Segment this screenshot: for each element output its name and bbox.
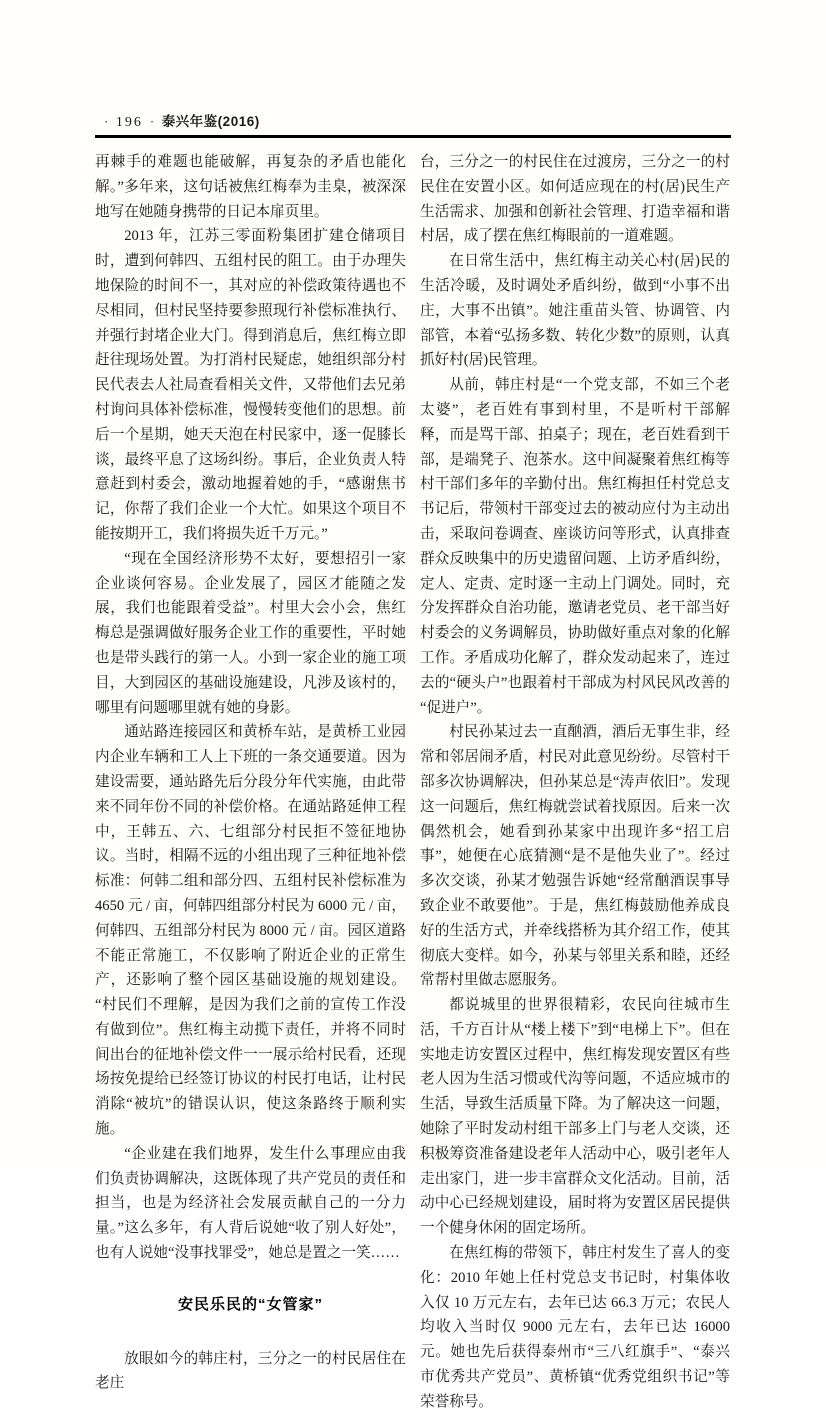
- header-rule: [95, 135, 731, 138]
- paragraph: “企业建在我们地界，发生什么事理应由我们负责协调解决，这既体现了共产党员的责任和担当，也是为经济社会发展贡献自己的一分力量。”这么多年，有人背后说她“收了别人好处”，也有人说她“没事找罪受”，她总是置之一笑……: [95, 1145, 406, 1262]
- left-column: [95, 150, 406, 1396]
- running-head: [97, 112, 731, 133]
- paragraph: “现在全国经济形势不太好，要想招引一家企业谈何容易。企业发展了，园区才能随之发展，我们也能跟着受益”。村里大会小会，焦红梅总是强调做好服务企业工作的重要性，平时她也是带头践行的第一人。小到一家企业的施工项目，大到园区的基础设施建设，凡涉及该村的，哪里有问题哪里就有她的身影。: [95, 550, 406, 716]
- header-dot-right: ·: [149, 114, 155, 129]
- paragraph: 村民孙某过去一直酗酒，酒后无事生非，经常和邻居闹矛盾，村民对此意见纷纷。尽管村干部多次协调解决，但孙某总是“涛声依旧”。发现这一问题后，焦红梅就尝试着找原因。后来一次偶然机会，她看到孙某家中出现许多“招工启事”，她便在心底猜测“是不是他失业了”。经过多次交谈，孙某才勉强告诉她“经常酗酒误事导致企业不敢要他”。于是，焦红梅鼓励他养成良好的生活方式，并牵线搭桥为其介绍工作，使其彻底大变样。如今，孙某与邻里关系和睦，还经常帮村里做志愿服务。: [420, 724, 730, 989]
- paragraph: 放眼如今的韩庄村，三分之一的村民居住在老庄: [95, 1350, 406, 1392]
- page-number: 196: [115, 115, 143, 130]
- paragraph: 都说城里的世界很精彩，农民向往城市生活，千方百计从“楼上楼下”到“电梯上下”。但在实地走访安置区过程中，焦红梅发现安置区有些老人因为生活习惯或代沟等问题，不适应城市的生活，导致生活质量下降。为了解决这一问题，她除了平时发动村组干部多上门与老人交谈，还积极筹资准备建设老年人活动中心，吸引老年人走出家门，进一步丰富群众文化活动。目前，活动中心已经规划建设，届时将为安置区居民提供一个健身休闲的固定场所。: [420, 997, 730, 1237]
- paragraph: 再棘手的难题也能破解，再复杂的矛盾也能化解。”多年来，这句话被焦红梅奉为圭臬，被深深地写在她随身携带的日记本扉页里。: [95, 154, 406, 220]
- left-paragraphs-after-heading: [95, 1347, 406, 1397]
- paragraph: 2013 年，江苏三零面粉集团扩建仓储项目时，遭到何韩四、五组村民的阻工。由于办理失地保险的时间不一，其对应的补偿政策待遇也不尽相同，但村民坚持要参照现行补偿标准执行、并强行封堵企业大门。得到消息后，焦红梅立即赶往现场处置。为打消村民疑虑，她组织部分村民代表去人社局查看相关文件，又带他们去兄弟村询问具体补偿标准，慢慢转变他们的思想。前后一个星期，她天天泡在村民家中，逐一促膝长谈，最终平息了这场纠纷。事后，企业负责人特意赶到村委会，激动地握着她的手，“感谢焦书记，你帮了我们企业一个大忙。如果这个项目不能按期开工，我们将损失近千万元。”: [95, 228, 406, 542]
- section-heading: 安民乐民的“女管家”: [177, 1295, 323, 1313]
- left-paragraphs-before-heading: [95, 150, 406, 1266]
- paragraph: 在日常生活中，焦红梅主动关心村(居)民的生活冷暖，及时调处矛盾纠纷，做到“小事不出庄，大事不出镇”。她注重苗头管、协调管、内部管，本着“弘扬多数、转化少数”的原则，认真抓好村(居)民管理。: [420, 253, 730, 369]
- right-paragraphs: [420, 150, 730, 1415]
- paragraph: 台，三分之一的村民住在过渡房，三分之一的村民住在安置小区。如何适应现在的村(居)民生产生活需求、加强和创新社会管理、打造幸福和谐村居，成了摆在焦红梅眼前的一道难题。: [420, 154, 730, 245]
- header-dot-left: ·: [104, 114, 109, 129]
- book-title: 泰兴年鉴(2016): [161, 114, 260, 129]
- right-column: [420, 150, 730, 1415]
- paragraph: 在焦红梅的带领下，韩庄村发生了喜人的变化：2010 年她上任村党总支书记时，村集体收入仅 10 万元左右，去年已达 66.3 万元；农民人均收入当时仅 9000 元左右，去年已达 16000 元。她也先后获得泰州市“三八红旗手”、“泰兴市优秀共产党员”、黄桥镇“优秀党组织书记”等荣誉称号。: [420, 1245, 730, 1410]
- paragraph: 通站路连接园区和黄桥车站，是黄桥工业园内企业车辆和工人上下班的一条交通要道。因为建设需要，通站路先后分段分年代实施，由此带来不同年份不同的补偿价格。在通站路延伸工程中，王韩五、六、七组部分村民拒不签征地协议。当时，相隔不远的小组出现了三种征地补偿标准：何韩二组和部分四、五组村民补偿标准为 4650 元 / 亩，何韩四组部分村民为 6000 元 / 亩，何韩四、五组部分村民为 8000 元 / 亩。园区道路不能正常施工，不仅影响了附近企业的正常生产，还影响了整个园区基础设施的规划建设。“村民们不理解，是因为我们之前的宣传工作没有做到位”。焦红梅主动揽下责任，并将不同时间出台的征地补偿文件一一展示给村民看，还现场按免提给已经签订协议的村民打电话，让村民消除“被坑”的错误认识，使这条路终于顺利实施。: [95, 724, 406, 1138]
- paragraph: 从前，韩庄村是“一个党支部，不如三个老太婆”，老百姓有事到村里，不是听村干部解释，而是骂干部、拍桌子；现在，老百姓看到干部，是端凳子、泡茶水。这中间凝聚着焦红梅等村干部们多年的辛勤付出。焦红梅担任村党总支书记后，带领村干部变过去的被动应付为主动出击，采取问卷调查、座谈访问等形式，认真排查群众反映集中的历史遗留问题、上访矛盾纠纷，定人、定责、定时逐一主动上门调处。同时，充分发挥群众自治功能，邀请老党员、老干部当好村委会的义务调解员，协助做好重点对象的化解工作。矛盾成功化解了，群众发动起来了，连过去的“硬头户”也跟着村干部成为村风民风改善的“促进户”。: [420, 377, 730, 716]
